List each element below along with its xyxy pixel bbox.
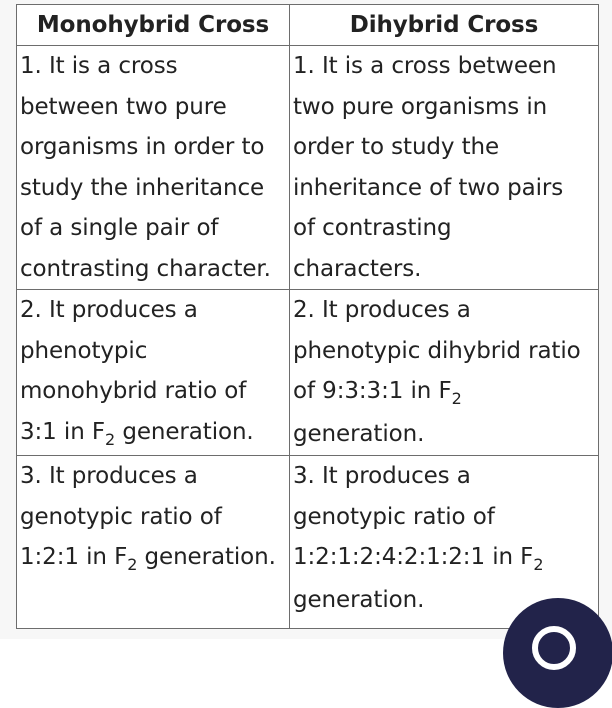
- cell-line: [20, 412, 289, 455]
- cell-line: 2. It produces a: [20, 297, 198, 323]
- text: generation.: [115, 418, 254, 445]
- cell-line: [293, 537, 598, 580]
- cell-line: between two pure: [20, 93, 227, 120]
- cell-line: organisms in order to: [20, 134, 265, 160]
- cell-di-1: [290, 46, 599, 290]
- cell-line: characters.: [293, 255, 422, 282]
- header-row: [17, 5, 599, 46]
- cell-line: inheritance of two pairs: [293, 174, 564, 201]
- header-dihybrid: Dihybrid Cross: [290, 5, 599, 46]
- cell-line: [20, 537, 289, 580]
- cell-mono-3: [17, 456, 290, 629]
- subscript: 2: [127, 555, 138, 574]
- cell-mono-1: [17, 46, 290, 290]
- cell-line: 1. It is a cross: [20, 53, 178, 79]
- cell-line: study the inheritance: [20, 174, 265, 201]
- cell-line: 3. It produces a: [20, 463, 198, 489]
- text: generation.: [137, 544, 276, 570]
- cell-line: [293, 371, 598, 414]
- text: 1:2:1:2:4:2:1:2:1 in F: [293, 544, 534, 570]
- cell-line: monohybrid ratio of: [20, 378, 247, 404]
- cell-line: generation.: [293, 586, 425, 613]
- cell-line: 1. It is a cross between: [293, 53, 557, 79]
- cell-line: 2. It produces a: [293, 297, 471, 323]
- cell-mono-2: [17, 290, 290, 456]
- cell-line: 3. It produces a: [293, 463, 471, 489]
- cell-line: two pure organisms in: [293, 93, 548, 120]
- cell-line: of a single pair of: [20, 215, 219, 241]
- table-row: [17, 290, 599, 456]
- cell-line: phenotypic: [20, 337, 148, 364]
- cell-line: contrasting character.: [20, 255, 271, 282]
- cell-line: phenotypic dihybrid ratio: [293, 337, 581, 364]
- cell-line: genotypic ratio of: [20, 503, 222, 530]
- cell-di-2: [290, 290, 599, 456]
- subscript: 2: [105, 429, 116, 449]
- cell-line: genotypic ratio of: [293, 503, 495, 530]
- comparison-table: [16, 4, 599, 629]
- app-logo-ring-icon: [532, 626, 576, 670]
- subscript: 2: [451, 389, 462, 408]
- subscript: 2: [533, 555, 544, 574]
- cell-line: order to study the: [293, 134, 500, 160]
- cell-line: of contrasting: [293, 215, 452, 241]
- text: of 9:3:3:1 in F: [293, 378, 452, 404]
- text: 1:2:1 in F: [20, 544, 128, 570]
- table-row: [17, 456, 599, 629]
- cell-line: generation.: [293, 420, 425, 447]
- header-monohybrid: Monohybrid Cross: [17, 5, 290, 46]
- table-row: [17, 46, 599, 290]
- text: 3:1 in F: [20, 418, 106, 445]
